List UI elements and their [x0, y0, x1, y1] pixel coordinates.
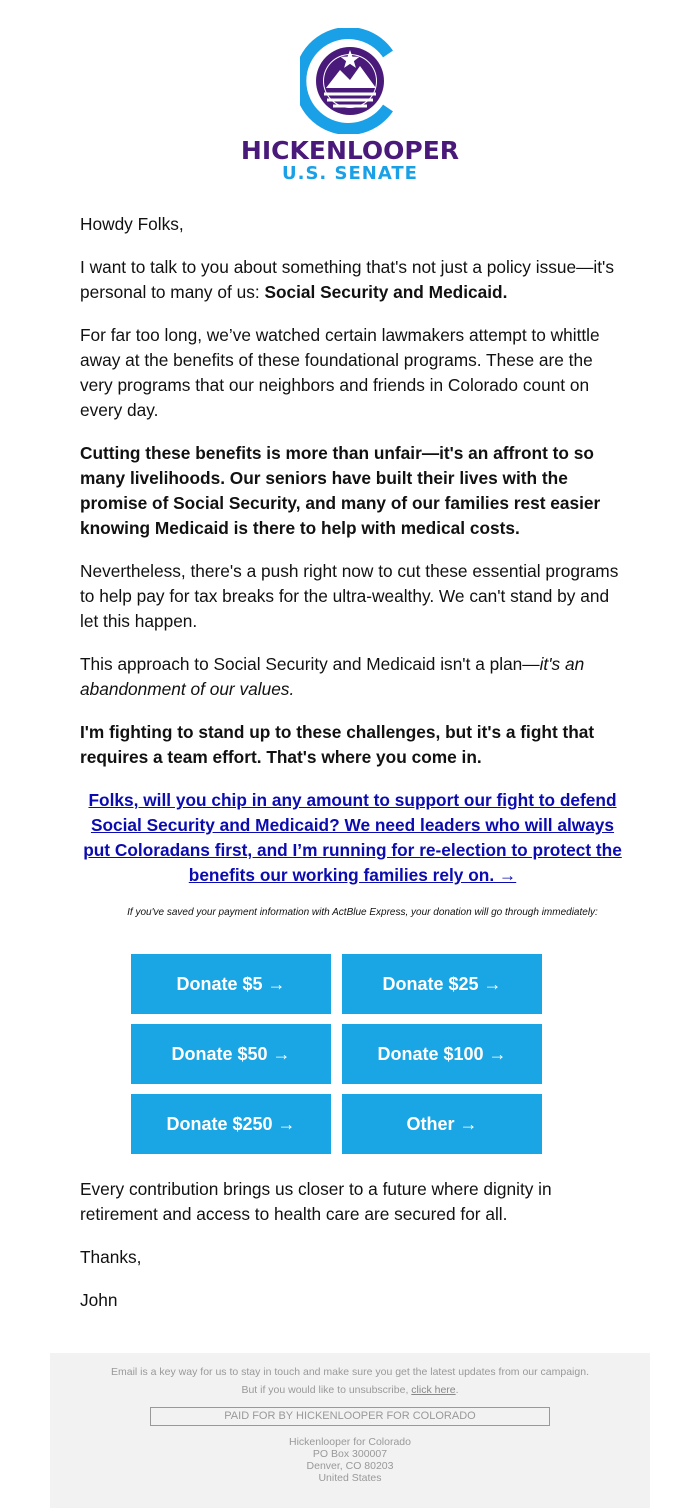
closing-section [80, 1177, 625, 1331]
paragraph-5-italic: it's an abandonment of our values. [80, 654, 585, 699]
paragraph-6: I'm fighting to stand up to these challenges, but it's a fight that requires a team effort. That's where you come in. [80, 722, 595, 767]
address-line-1: Hickenlooper for Colorado [289, 1436, 411, 1448]
paragraph-1 [80, 255, 625, 305]
greeting: Howdy Folks, [80, 214, 184, 234]
address-line-3: Denver, CO 80203 [306, 1460, 394, 1472]
closing-thanks: Thanks, [80, 1247, 142, 1267]
donate-100-button[interactable]: Donate $100 → [342, 1024, 542, 1084]
mailing-address [50, 1436, 650, 1484]
closing-paragraph: Every contribution brings us closer to a future where dignity in retirement and access to health care are secured for all. [80, 1179, 552, 1224]
footer-line-1: Email is a key way for us to stay in touch and make sure you get the latest updates from our campaign. [111, 1366, 589, 1378]
address-line-2: PO Box 300007 [312, 1448, 388, 1460]
paragraph-2: For far too long, we’ve watched certain lawmakers attempt to whittle away at the benefits of these foundational programs. These are the very programs that our neighbors and friends in Colorado count on every day. [80, 325, 600, 420]
footer-line-2-text: But if you would like to unsubscribe, [241, 1384, 412, 1396]
paragraph-5-text: This approach to Social Security and Medicaid isn't a plan— [80, 654, 540, 674]
address-line-4: United States [318, 1472, 382, 1484]
donate-25-button[interactable]: Donate $25 → [342, 954, 542, 1014]
footer-line-2-end: . [455, 1384, 459, 1396]
donate-50-button[interactable]: Donate $50 → [131, 1024, 331, 1084]
logo-subtitle: U.S. SENATE [282, 163, 418, 184]
cta-paragraph [80, 788, 625, 888]
paragraph-3: Cutting these benefits is more than unfair—it's an affront to so many livelihoods. Our seniors have built their lives with the promise of Social Security, and many of our families rest easier knowing Medicaid is there to help with medical costs. [80, 443, 601, 538]
unsubscribe-link[interactable]: click here [411, 1384, 456, 1396]
email-body [80, 212, 625, 938]
logo-name: HICKENLOOPER [240, 136, 460, 165]
hickenlooper-logo-icon [300, 28, 400, 134]
cta-donate-link[interactable]: Folks, will you chip in any amount to support our fight to defend Social Security and Medicaid? We need leaders who will always put Coloradans first, and I’m running for re-election to protect the benefits our working families rely on. → [83, 790, 622, 885]
paragraph-1-text: I want to talk to you about something that's not just a policy issue—it's personal to many of us: [80, 257, 614, 302]
actblue-express-note: If you've saved your payment information with ActBlue Express, your donation will go through immediately: [127, 907, 598, 918]
campaign-logo [230, 28, 470, 188]
signature: John [80, 1290, 118, 1310]
email-footer [50, 1353, 650, 1508]
paid-for-disclaimer: PAID FOR BY HICKENLOOPER FOR COLORADO [150, 1407, 550, 1426]
footer-line-2 [50, 1381, 650, 1399]
donate-250-button[interactable]: Donate $250 → [131, 1094, 331, 1154]
donate-5-button[interactable]: Donate $5 → [131, 954, 331, 1014]
paragraph-1-bold: Social Security and Medicaid. [264, 282, 508, 302]
donate-other-button[interactable]: Other → [342, 1094, 542, 1154]
paragraph-4: Nevertheless, there's a push right now to cut these essential programs to help pay for tax breaks for the ultra-wealthy. We can't stand by and let this happen. [80, 561, 619, 631]
paragraph-5 [80, 652, 625, 702]
